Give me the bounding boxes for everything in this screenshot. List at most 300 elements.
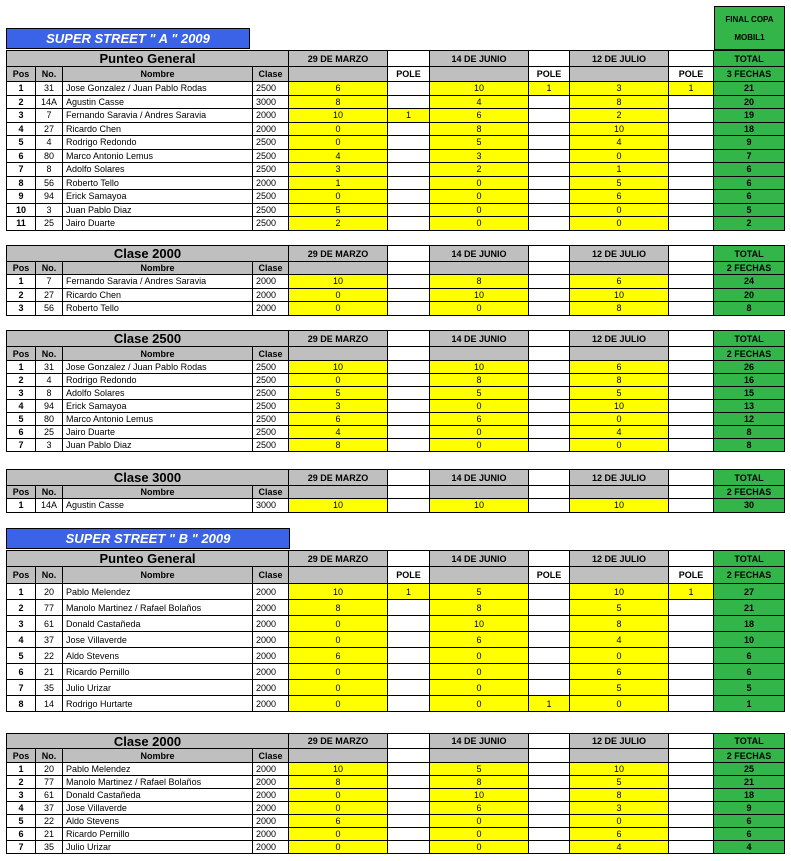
pos-cell: 7 <box>6 680 36 696</box>
driver-name-cell: Jose Gonzalez / Juan Pablo Rodas <box>63 82 253 96</box>
race-points-cell: 10 <box>430 616 529 632</box>
pole-points-cell <box>529 204 570 218</box>
race-points-cell: 3 <box>289 163 388 177</box>
race-points-cell: 5 <box>570 600 669 616</box>
date-fill <box>289 567 388 584</box>
total-points-cell: 4 <box>714 841 785 854</box>
driver-name-cell: Jose Villaverde <box>63 802 253 815</box>
col-header-no: No. <box>36 347 63 361</box>
number-cell: 77 <box>36 600 63 616</box>
pos-cell: 9 <box>6 190 36 204</box>
number-cell: 21 <box>36 664 63 680</box>
total-points-cell: 6 <box>714 177 785 191</box>
blank-cell <box>388 733 430 749</box>
number-cell: 31 <box>36 82 63 96</box>
number-cell: 7 <box>36 275 63 289</box>
number-cell: 35 <box>36 841 63 854</box>
pole-points-cell <box>388 150 430 164</box>
pole-points-cell <box>529 828 570 841</box>
driver-name-cell: Juan Pablo Diaz <box>63 439 253 452</box>
total-header: TOTAL <box>714 733 785 749</box>
col-header-nombre: Nombre <box>63 749 253 763</box>
section-heading: Clase 2000 <box>6 733 289 749</box>
pole-points-cell <box>529 776 570 789</box>
total-points-cell: 10 <box>714 632 785 648</box>
table-row <box>0 439 791 452</box>
driver-name-cell: Ricardo Chen <box>63 289 253 303</box>
header-row-columns <box>0 347 791 361</box>
race-points-cell: 10 <box>570 763 669 776</box>
pole-header: POLE <box>529 67 570 82</box>
race-points-cell: 8 <box>430 600 529 616</box>
race-points-cell: 0 <box>289 190 388 204</box>
pole-points-cell <box>669 499 714 513</box>
date-header: 14 DE JUNIO <box>430 733 529 749</box>
section-heading: Punteo General <box>6 550 289 567</box>
class-cell: 2000 <box>253 584 289 600</box>
race-points-cell: 3 <box>430 150 529 164</box>
class-cell: 2000 <box>253 789 289 802</box>
race-points-cell: 2 <box>289 217 388 231</box>
race-points-cell: 4 <box>570 426 669 439</box>
header-row-dates <box>0 50 791 67</box>
driver-name-cell: Donald Castañeda <box>63 789 253 802</box>
pos-cell: 5 <box>6 815 36 828</box>
class-cell: 2000 <box>253 616 289 632</box>
pole-points-cell <box>388 190 430 204</box>
race-points-cell: 5 <box>289 204 388 218</box>
driver-name-cell: Ricardo Pernillo <box>63 828 253 841</box>
race-points-cell: 4 <box>570 136 669 150</box>
driver-name-cell: Pablo Melendez <box>63 584 253 600</box>
pos-cell: 8 <box>6 696 36 712</box>
driver-name-cell: Donald Castañeda <box>63 616 253 632</box>
col-header-clase: Clase <box>253 567 289 584</box>
table-row <box>0 632 791 648</box>
date-header: 14 DE JUNIO <box>430 245 529 262</box>
pole-points-cell <box>529 413 570 426</box>
class-cell: 2000 <box>253 680 289 696</box>
total-points-cell: 9 <box>714 802 785 815</box>
pos-cell: 5 <box>6 648 36 664</box>
pole-points-cell <box>669 163 714 177</box>
table-row <box>0 150 791 164</box>
number-cell: 7 <box>36 109 63 123</box>
date-header: 14 DE JUNIO <box>430 330 529 347</box>
total-subheader: 2 FECHAS <box>714 486 785 499</box>
race-points-cell: 10 <box>430 789 529 802</box>
pole-points-cell <box>388 361 430 374</box>
blank-cell <box>388 245 430 262</box>
col-header-pos: Pos <box>6 749 36 763</box>
blank-cell <box>669 330 714 347</box>
date-fill <box>570 486 669 499</box>
pole-points-cell <box>669 616 714 632</box>
number-cell: 8 <box>36 387 63 400</box>
race-points-cell: 6 <box>570 828 669 841</box>
race-points-cell: 5 <box>570 177 669 191</box>
pole-header <box>388 347 430 361</box>
table-row <box>0 426 791 439</box>
race-points-cell: 0 <box>289 802 388 815</box>
blank-cell <box>669 245 714 262</box>
number-cell: 4 <box>36 374 63 387</box>
race-points-cell: 0 <box>430 217 529 231</box>
header-row-columns <box>0 486 791 499</box>
driver-name-cell: Adolfo Solares <box>63 163 253 177</box>
date-header: 12 DE JULIO <box>570 550 669 567</box>
total-points-cell: 6 <box>714 648 785 664</box>
date-fill <box>430 262 529 275</box>
race-points-cell: 0 <box>570 413 669 426</box>
pole-points-cell <box>529 789 570 802</box>
table-row <box>0 275 791 289</box>
blank-cell <box>669 550 714 567</box>
race-points-cell: 0 <box>570 217 669 231</box>
number-cell: 94 <box>36 400 63 413</box>
date-fill <box>570 749 669 763</box>
pos-cell: 1 <box>6 275 36 289</box>
race-points-cell: 0 <box>430 648 529 664</box>
table-row <box>0 776 791 789</box>
table-row <box>0 841 791 854</box>
pole-points-cell <box>669 190 714 204</box>
total-points-cell: 8 <box>714 439 785 452</box>
total-header: TOTAL <box>714 330 785 347</box>
class-cell: 2000 <box>253 600 289 616</box>
pos-cell: 11 <box>6 217 36 231</box>
total-points-cell: 18 <box>714 616 785 632</box>
class-cell: 2500 <box>253 426 289 439</box>
race-points-cell: 10 <box>289 763 388 776</box>
table-row <box>0 802 791 815</box>
pos-cell: 1 <box>6 361 36 374</box>
race-points-cell: 4 <box>570 841 669 854</box>
col-header-pos: Pos <box>6 67 36 82</box>
final-copa-box <box>714 6 785 50</box>
pole-points-cell <box>529 499 570 513</box>
number-cell: 37 <box>36 632 63 648</box>
race-points-cell: 8 <box>289 439 388 452</box>
col-header-nombre: Nombre <box>63 347 253 361</box>
table-row <box>0 499 791 513</box>
pole-header: POLE <box>388 67 430 82</box>
race-points-cell: 0 <box>289 136 388 150</box>
pos-cell: 10 <box>6 204 36 218</box>
table-row <box>0 82 791 96</box>
pole-points-cell <box>388 815 430 828</box>
race-points-cell: 3 <box>289 400 388 413</box>
driver-name-cell: Juan Pablo Diaz <box>63 204 253 218</box>
total-points-cell: 26 <box>714 361 785 374</box>
driver-name-cell: Pablo Melendez <box>63 763 253 776</box>
table-row <box>0 109 791 123</box>
class-cell: 2000 <box>253 648 289 664</box>
race-points-cell: 6 <box>430 802 529 815</box>
col-header-nombre: Nombre <box>63 567 253 584</box>
race-points-cell: 6 <box>289 82 388 96</box>
col-header-no: No. <box>36 486 63 499</box>
total-points-cell: 5 <box>714 680 785 696</box>
race-points-cell: 2 <box>570 109 669 123</box>
race-points-cell: 0 <box>430 815 529 828</box>
race-points-cell: 0 <box>570 204 669 218</box>
table-row <box>0 413 791 426</box>
final-copa-line1: FINAL COPA <box>725 14 774 24</box>
table-row <box>0 163 791 177</box>
driver-name-cell: Marco Antonio Lemus <box>63 413 253 426</box>
race-points-cell: 10 <box>430 289 529 303</box>
race-points-cell: 2 <box>430 163 529 177</box>
driver-name-cell: Jose Villaverde <box>63 632 253 648</box>
number-cell: 27 <box>36 123 63 137</box>
driver-name-cell: Rodrigo Hurtarte <box>63 696 253 712</box>
race-points-cell: 10 <box>570 584 669 600</box>
pole-header <box>669 486 714 499</box>
series-title: SUPER STREET " B " 2009 <box>6 528 290 549</box>
date-fill <box>289 67 388 82</box>
pole-points-cell <box>529 616 570 632</box>
race-points-cell: 0 <box>289 374 388 387</box>
total-points-cell: 21 <box>714 776 785 789</box>
race-points-cell: 0 <box>289 302 388 316</box>
col-header-nombre: Nombre <box>63 67 253 82</box>
number-cell: 56 <box>36 177 63 191</box>
race-points-cell: 6 <box>570 664 669 680</box>
pole-points-cell <box>388 632 430 648</box>
driver-name-cell: Erick Samayoa <box>63 190 253 204</box>
pole-header: POLE <box>669 567 714 584</box>
date-fill <box>430 347 529 361</box>
pole-points-cell <box>388 841 430 854</box>
pole-points-cell <box>388 802 430 815</box>
pole-header <box>669 262 714 275</box>
driver-name-cell: Julio Urizar <box>63 841 253 854</box>
race-points-cell: 8 <box>289 96 388 110</box>
pole-header <box>669 749 714 763</box>
date-fill <box>570 567 669 584</box>
pole-points-cell <box>529 841 570 854</box>
pole-header <box>529 262 570 275</box>
pole-header <box>388 262 430 275</box>
date-header: 14 DE JUNIO <box>430 50 529 67</box>
pos-cell: 2 <box>6 600 36 616</box>
total-points-cell: 7 <box>714 150 785 164</box>
blank-cell <box>529 245 570 262</box>
number-cell: 80 <box>36 413 63 426</box>
class-cell: 2500 <box>253 163 289 177</box>
class-cell: 2000 <box>253 763 289 776</box>
race-points-cell: 10 <box>289 275 388 289</box>
pos-cell: 7 <box>6 841 36 854</box>
date-fill <box>289 486 388 499</box>
class-cell: 2500 <box>253 400 289 413</box>
pole-points-cell <box>388 123 430 137</box>
blank-cell <box>669 469 714 486</box>
driver-name-cell: Aldo Stevens <box>63 815 253 828</box>
pole-points-cell <box>669 150 714 164</box>
pole-points-cell <box>388 499 430 513</box>
class-cell: 2500 <box>253 150 289 164</box>
col-header-clase: Clase <box>253 749 289 763</box>
table-row <box>0 648 791 664</box>
pos-cell: 6 <box>6 664 36 680</box>
race-points-cell: 1 <box>289 177 388 191</box>
pole-points-cell <box>669 302 714 316</box>
pole-points-cell <box>529 439 570 452</box>
total-points-cell: 18 <box>714 123 785 137</box>
pos-cell: 3 <box>6 302 36 316</box>
pole-points-cell <box>529 217 570 231</box>
pole-points-cell <box>388 204 430 218</box>
col-header-pos: Pos <box>6 262 36 275</box>
date-header: 29 DE MARZO <box>289 50 388 67</box>
class-cell: 2500 <box>253 361 289 374</box>
pole-points-cell <box>529 109 570 123</box>
class-cell: 2000 <box>253 841 289 854</box>
pole-points-cell <box>669 217 714 231</box>
number-cell: 8 <box>36 163 63 177</box>
date-fill <box>430 486 529 499</box>
table-row <box>0 387 791 400</box>
total-points-cell: 24 <box>714 275 785 289</box>
driver-name-cell: Erick Samayoa <box>63 400 253 413</box>
date-header: 12 DE JULIO <box>570 330 669 347</box>
driver-name-cell: Rodrigo Redondo <box>63 136 253 150</box>
pole-points-cell <box>669 136 714 150</box>
pole-points-cell <box>529 163 570 177</box>
blank-cell <box>388 550 430 567</box>
total-points-cell: 5 <box>714 204 785 218</box>
pole-points-cell <box>669 275 714 289</box>
pole-points-cell <box>669 204 714 218</box>
pole-points-cell <box>529 275 570 289</box>
col-header-nombre: Nombre <box>63 262 253 275</box>
section-heading: Clase 2000 <box>6 245 289 262</box>
pole-points-cell <box>669 400 714 413</box>
pole-points-cell <box>529 136 570 150</box>
race-points-cell: 10 <box>570 289 669 303</box>
number-cell: 37 <box>36 802 63 815</box>
total-points-cell: 6 <box>714 190 785 204</box>
race-points-cell: 5 <box>570 387 669 400</box>
pole-points-cell <box>669 177 714 191</box>
total-header: TOTAL <box>714 50 785 67</box>
race-points-cell: 6 <box>289 413 388 426</box>
class-cell: 2500 <box>253 217 289 231</box>
col-header-no: No. <box>36 567 63 584</box>
race-points-cell: 10 <box>430 82 529 96</box>
race-points-cell: 8 <box>289 776 388 789</box>
race-points-cell: 0 <box>289 664 388 680</box>
pole-points-cell: 1 <box>669 584 714 600</box>
race-points-cell: 10 <box>289 361 388 374</box>
pole-points-cell <box>529 600 570 616</box>
pole-points-cell <box>388 177 430 191</box>
class-cell: 2000 <box>253 828 289 841</box>
pole-points-cell <box>388 217 430 231</box>
total-subheader: 2 FECHAS <box>714 347 785 361</box>
total-points-cell: 30 <box>714 499 785 513</box>
blank-cell <box>529 550 570 567</box>
header-row-dates <box>0 733 791 749</box>
pole-points-cell <box>669 413 714 426</box>
table-row <box>0 696 791 712</box>
pos-cell: 2 <box>6 96 36 110</box>
table-row <box>0 136 791 150</box>
total-header: TOTAL <box>714 469 785 486</box>
race-points-cell: 5 <box>430 136 529 150</box>
total-points-cell: 19 <box>714 109 785 123</box>
date-header: 12 DE JULIO <box>570 469 669 486</box>
race-points-cell: 0 <box>570 648 669 664</box>
pole-points-cell <box>388 763 430 776</box>
race-points-cell: 0 <box>570 439 669 452</box>
class-cell: 2000 <box>253 275 289 289</box>
driver-name-cell: Roberto Tello <box>63 302 253 316</box>
number-cell: 22 <box>36 648 63 664</box>
table-row <box>0 217 791 231</box>
number-cell: 80 <box>36 150 63 164</box>
pole-points-cell <box>388 136 430 150</box>
col-header-clase: Clase <box>253 347 289 361</box>
class-cell: 2000 <box>253 664 289 680</box>
pole-points-cell <box>388 664 430 680</box>
blank-cell <box>388 330 430 347</box>
class-cell: 2000 <box>253 696 289 712</box>
race-points-cell: 6 <box>289 648 388 664</box>
pole-header <box>529 347 570 361</box>
pole-points-cell <box>529 289 570 303</box>
table-row <box>0 204 791 218</box>
pole-points-cell <box>669 632 714 648</box>
total-points-cell: 6 <box>714 163 785 177</box>
race-points-cell: 0 <box>430 680 529 696</box>
pos-cell: 2 <box>6 776 36 789</box>
class-cell: 2500 <box>253 387 289 400</box>
number-cell: 25 <box>36 426 63 439</box>
pole-points-cell <box>529 387 570 400</box>
number-cell: 31 <box>36 361 63 374</box>
total-points-cell: 13 <box>714 400 785 413</box>
header-row-columns <box>0 567 791 584</box>
race-points-cell: 0 <box>570 696 669 712</box>
race-points-cell: 1 <box>570 163 669 177</box>
race-points-cell: 8 <box>430 776 529 789</box>
class-cell: 2000 <box>253 177 289 191</box>
col-header-clase: Clase <box>253 486 289 499</box>
driver-name-cell: Jose Gonzalez / Juan Pablo Rodas <box>63 361 253 374</box>
table-row <box>0 828 791 841</box>
table-row <box>0 289 791 303</box>
pole-points-cell: 1 <box>529 82 570 96</box>
race-points-cell: 5 <box>570 680 669 696</box>
race-points-cell: 10 <box>289 109 388 123</box>
pos-cell: 3 <box>6 109 36 123</box>
pole-points-cell <box>529 648 570 664</box>
race-points-cell: 0 <box>430 177 529 191</box>
pos-cell: 8 <box>6 177 36 191</box>
table-row <box>0 815 791 828</box>
total-points-cell: 2 <box>714 217 785 231</box>
table-row <box>0 789 791 802</box>
blank-cell <box>529 330 570 347</box>
class-cell: 3000 <box>253 499 289 513</box>
total-points-cell: 8 <box>714 426 785 439</box>
driver-name-cell: Agustin Casse <box>63 96 253 110</box>
total-subheader: 3 FECHAS <box>714 67 785 82</box>
pole-points-cell: 1 <box>669 82 714 96</box>
